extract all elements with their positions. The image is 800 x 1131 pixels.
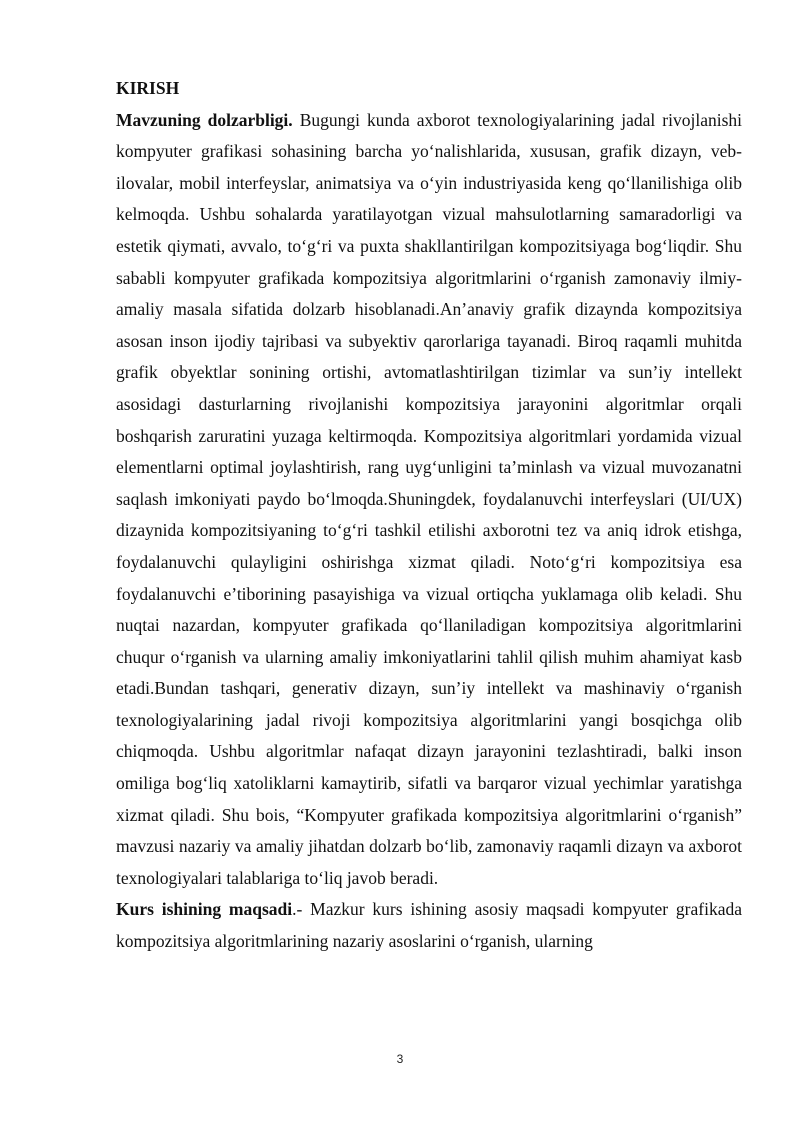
- goal-paragraph: [116, 894, 742, 957]
- relevance-lead: Mavzuning dolzarbligi.: [116, 109, 293, 130]
- page-number: 3: [396, 1052, 404, 1066]
- goal-lead: Kurs ishining maqsadi: [116, 899, 293, 920]
- relevance-paragraph: [116, 105, 742, 895]
- document-page: [116, 73, 742, 958]
- section-title: KIRISH: [116, 78, 180, 98]
- relevance-text: Bugungi kunda axborot texnologiyalarining jadal rivojlanishi kompyuter grafikasi sohasining barcha yo‘nalishlarida, xususan, grafik dizayn, veb-ilovalar, mobil interfeyslar, animatsiya va o‘yin industriyasida keng qo‘llanilishiga olib kelmoqda. Ushbu sohalarda yaratilayotgan vizual mahsulotlarning samaradorligi va estetik qiymati, avvalo, to‘g‘ri va puxta shakllantirilgan kompozitsiyaga bog‘liqdir. Shu sababli kompyuter grafikada kompozitsiya algoritmlarini o‘rganish zamonaviy ilmiy-amaliy masala sifatida dolzarb hisoblanadi.An’anaviy grafik dizaynda kompozitsiya asosan inson ijodiy tajribasi va subyektiv qarorlariga tayanadi. Biroq raqamli muhitda grafik obyektlar sonining ortishi, avtomatlashtirilgan tizimlar va sun’iy intellekt asosidagi dasturlarning rivojlanishi kompozitsiya jarayonini algoritmlar orqali boshqarish zaruratini yuzaga keltirmoqda. Kompozitsiya algoritmlari yordamida vizual elementlarni optimal joylashtirish, rang uyg‘unligini ta’minlash va vizual muvozanatni saqlash imkoniyati paydo bo‘lmoqda.Shuningdek, foydalanuvchi interfeyslari (UI/UX) dizaynida kompozitsiyaning to‘g‘ri tashkil etilishi axborotni tez va aniq idrok etishga, foydalanuvchi qulayligini oshirishga xizmat qiladi. Noto‘g‘ri kompozitsiya esa foydalanuvchi e’tiborining pasayishiga va vizual ortiqcha yuklamaga olib keladi. Shu nuqtai nazardan, kompyuter grafikada qo‘llaniladigan kompozitsiya algoritmlarini chuqur o‘rganish va ularning amaliy imkoniyatlarini tahlil qilish muhim ahamiyat kasb etadi.Bundan tashqari, generativ dizayn, sun’iy intellekt va mashinaviy o‘rganish texnologiyalarining jadal rivoji kompozitsiya algoritmlarini yangi bosqichga olib chiqmoqda. Ushbu algoritmlar nafaqat dizayn jarayonini tezlashtiradi, balki inson omiliga bog‘liq xatoliklarni kamaytirib, sifatli va barqaror vizual yechimlar yaratishga xizmat qiladi. Shu bois, “Kompyuter grafikada kompozitsiya algoritmlarini o‘rganish” mavzusi nazariy va amaliy jihatdan dolzarb bo‘lib, zamonaviy raqamli dizayn va axborot texnologiyalari talablariga to‘liq javob beradi.: [116, 109, 742, 888]
- goal-text: .- Mazkur kurs ishining asosiy maqsadi kompyuter grafikada kompozitsiya algoritmlarining nazariy asoslarini o‘rganish, ularning: [116, 899, 742, 952]
